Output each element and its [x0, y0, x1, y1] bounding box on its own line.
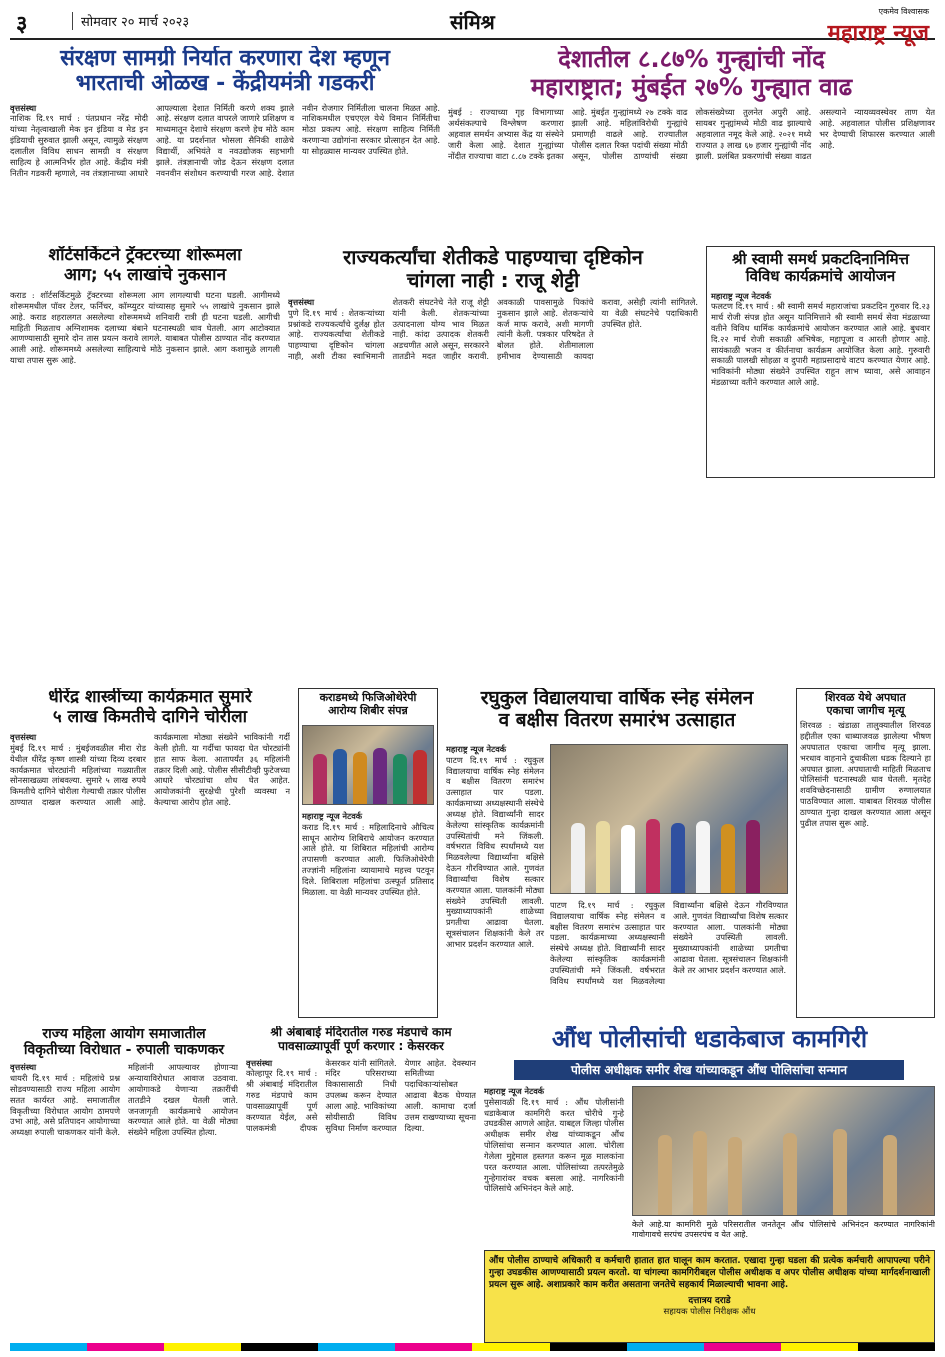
- byline: महाराष्ट्र न्यूज नेटवर्क: [446, 744, 507, 754]
- signature-title: सहायक पोलीस निरीक्षक औंध: [663, 1307, 756, 1318]
- story-physio-camp: [298, 688, 438, 1018]
- article-body: [246, 1058, 476, 1330]
- newspaper-page: [10, 6, 935, 1351]
- article-text: कराड दि.१९ मार्च : महिलादिनाचे औचित्य साधून आरोग्य शिबिराचे आयोजन करण्यात आले होते. या शिबिरात महिलांची आरोग्य तपासणी करण्यात आली. फिजिओथेरेपी तज्ज्ञांनी महिलांना व्यायामाचे महत्त्व पटवून दिले. शिबिराला महिलांचा उत्स्फूर्त प्रतिसाद मिळाला. या वेळी मान्यवर उपस्थित होते.: [302, 821, 434, 897]
- article-body-continued: पाटण दि.१९ मार्च : रघुकुल विद्यालयाचा वार्षिक स्नेह संमेलन व बक्षीस वितरण समारंभ उत्साहात पार पडला. कार्यक्रमाच्या अध्यक्षस्थानी संस्थेचे अध्यक्ष होते. विद्यार्थ्यांनी सादर केलेल्या सांस्कृतिक कार्यक्रमांनी उपस्थितांची मने जिंकली. वर्षभरात विविध स्पर्धांमध्ये यश मिळवलेल्या विद्यार्थ्यांना बक्षिसे देऊन गौरविण्यात आले. गुणवंत विद्यार्थ्यांचा विशेष सत्कार करण्यात आला. पालकांनी मोठ्या संख्येने उपस्थिती लावली. मुख्याध्यापकांनी शाळेच्या प्रगतीचा आढावा घेतला. सूत्रसंचालन शिक्षकांनी केले तर आभार प्रदर्शन करण्यात आले.: [550, 900, 788, 986]
- page-header: [10, 6, 935, 46]
- story-ambabai-temple: [246, 1026, 476, 1343]
- headline: कराडमध्ये फिजिओथेरेपी: [319, 691, 417, 704]
- highlight-notice: [484, 1250, 935, 1343]
- camp-photo: [302, 725, 434, 805]
- story-raju-shetti: [288, 246, 698, 478]
- subheadline-banner: पोलीस अधीक्षक समीर शेख यांच्याकडून औंध पोलिसांचा सन्मान: [514, 1060, 904, 1080]
- article-body: मुंबई : राज्याच्या गृह विभागाच्या अर्थसंकल्पाचे विश्लेषण करणारा अहवाल समर्थन अभ्यास केंद्र या संस्थेने जारी केला आहे. देशात गुन्ह्यांच्या नोंदीत राज्याचा वाटा ८.८७ टक्के इतका आहे. मुंबईत गुन्ह्यांमध्ये २७ टक्के वाढ झाली आहे. महिलांविरोधी गुन्ह्यांचे प्रमाणही वाढले आहे. राज्यातील पोलीस दलात रिक्त पदांची संख्या मोठी असून, पोलीस ठाण्यांची संख्या लोकसंख्येच्या तुलनेत अपुरी आहे. सायबर गुन्ह्यांमध्ये मोठी वाढ झाल्याचे अहवालात नमूद केले आहे. २०२१ मध्ये राज्यात ३ लाख ६७ हजार गुन्ह्यांची नोंद झाली. प्रलंबित प्रकरणांची संख्या वाढत असल्याने न्यायव्यवस्थेवर ताण येत आहे. अहवालात पोलीस प्रशिक्षणावर भर देण्याची शिफारस करण्यात आली आहे.: [448, 107, 935, 161]
- story-aundh-police: [484, 1026, 935, 1343]
- story-women-commission: [10, 1026, 238, 1343]
- story-raghukul-school: [446, 688, 788, 1018]
- headline: देशातील ८.८७% गुन्ह्यांची नोंद: [558, 46, 825, 73]
- headline-line-2: पावसाळ्यापूर्वी पूर्ण करणार : केसरकर: [278, 1038, 444, 1053]
- article-body: [10, 103, 440, 223]
- article-text: पाटण दि.१९ मार्च : रघुकुल विद्यालयाचा वार्षिक स्नेह संमेलन व बक्षीस वितरण समारंभ उत्साहात पार पडला. कार्यक्रमाच्या अध्यक्षस्थानी संस्थेचे अध्यक्ष होते. विद्यार्थ्यांनी सादर केलेल्या सांस्कृतिक कार्यक्रमांनी उपस्थितांची मने जिंकली. वर्षभरात विविध स्पर्धांमध्ये यश मिळवलेल्या विद्यार्थ्यांना बक्षिसे देऊन गौरविण्यात आले. गुणवंत विद्यार्थ्यांचा विशेष सत्कार करण्यात आला. पालकांनी मोठ्या संख्येने उपस्थिती लावली. मुख्याध्यापकांनी शाळेच्या प्रगतीचा आढावा घेतला. सूत्रसंचालन शिक्षकांनी केले तर आभार प्रदर्शन करण्यात आले.: [446, 754, 544, 949]
- headline: शिरवळ येथे अपघात: [825, 691, 906, 704]
- headline-line-2: विविध कार्यक्रमांचे आयोजन: [745, 267, 896, 286]
- story-gadkari: [10, 46, 440, 236]
- headline-line-2: महाराष्ट्रात; मुंबईत २७% गुन्ह्यात वाढ: [530, 72, 853, 101]
- headline-line-2: चांगला नाही : राजू शेट्टी: [406, 268, 580, 292]
- article-body: [288, 297, 698, 469]
- article-text: फलटण दि.१९ मार्च : श्री स्वामी समर्थ महाराजांचा प्रकटदिन गुरुवार दि.२३ मार्च रोजी संपन्न होत असून यानिमित्ताने श्री स्वामी समर्थ सेवा मंडळाच्या वतीने विविध धार्मिक कार्यक्रमांचे आयोजन करण्यात आले आहे. बुधवार दि.२२ मार्च रोजी सकाळी अभिषेक, महापूजा व आरती होणार आहे. सायंकाळी भजन व कीर्तनाचा कार्यक्रम आयोजित केला आहे. गुरुवारी सकाळी पालखी सोहळा व दुपारी महाप्रसादाचे वाटप करण्यात येणार आहे. भाविकांनी मोठ्या संख्येने उपस्थित राहून लाभ घ्यावा, असे आवाहन मंडळाच्या वतीने करण्यात आले आहे.: [711, 301, 930, 388]
- story-jewellery-theft: [10, 688, 290, 1018]
- headline: राज्य महिला आयोग समाजातील: [42, 1026, 206, 1042]
- headline: औंध पोलीसांची धडाकेबाज कामगिरी: [551, 1026, 868, 1053]
- byline: वृत्तसंस्था: [246, 1057, 273, 1068]
- article-body: [302, 811, 434, 1015]
- headline-line-2: ५ लाख किमतीचे दागिने चोरीला: [52, 706, 248, 727]
- article-body: [10, 732, 290, 1002]
- headline: शॉर्टसर्किटने ट्रॅक्टरच्या शोरूमला: [48, 246, 242, 265]
- notice-text: औंध पोलीस ठाण्याचे अधिकारी व कर्मचारी हातात हात घालून काम करतात. एखादा गुन्हा घडला की प्रत्येक कर्मचारी आपापल्या परीने गुन्हा उघडकीस आणण्यासाठी प्रयत्न करतो. या चांगल्या कामगिरीबद्दल पोलीस अधीक्षक व अपर पोलीस अधीक्षक यांच्या मार्गदर्शनाखाली प्रयत्न सुरू आहे. अशाप्रकारे काम करीत असताना जनतेचे सहकार्य मिळाल्याची भावना आहे.: [489, 1256, 930, 1291]
- section-title: संमिश्र: [450, 10, 495, 34]
- article-body: [711, 291, 930, 461]
- headline: संरक्षण सामग्री निर्यात करणारा देश म्हणून: [60, 46, 390, 71]
- article-text: मुंबई दि.१९ मार्च : मुंबईजवळील मीरा रोड येथील धीरेंद्र कृष्ण शास्त्री यांच्या दिव्य दरबार कार्यक्रमात चोरट्यांनी महिलांच्या गळ्यातील सोनसाखळ्या लांबवल्या. सुमारे ५ लाख रुपये किमतीचे दागिने चोरीला गेल्याची तक्रार पोलीस ठाण्यात दाखल करण्यात आली आहे. कार्यक्रमाला मोठ्या संख्येने भाविकांनी गर्दी केली होती. या गर्दीचा फायदा घेत चोरट्यांनी हात साफ केला. आतापर्यंत ३६ महिलांनी तक्रार दिली आहे. पोलीस सीसीटीव्ही फुटेजच्या आधारे चोरट्यांचा शोध घेत आहेत. आयोजकांनी सुरक्षेची पुरेशी व्यवस्था न केल्याचा आरोप होत आहे.: [10, 732, 290, 808]
- photo-caption: केले आहे.या कामगिरी मुळे परिसरातील जनतेतून औंध पोलिसांचे अभिनंदन करण्यात नागरिकांनी गावोगावचे सरपंच उपसरपंच व येत आहे.: [632, 1220, 935, 1240]
- brand-logo: [828, 6, 929, 47]
- article-body: शिरवळ : खंडाळा तालुक्यातील शिरवळ हद्दीतील एका धाब्याजवळ झालेल्या भीषण अपघातात एकाचा जागीच मृत्यू झाला. भरधाव वाहनाने दुचाकीला धडक दिल्याने हा अपघात झाला. अपघाताची माहिती मिळताच पोलिसांनी घटनास्थळी धाव घेतली. मृतदेह शवविच्छेदनासाठी ग्रामीण रुग्णालयात पाठविण्यात आला. याबाबत शिरवळ पोलीस ठाण्यात गुन्हा दाखल करण्यात आला असून पुढील तपास सुरू आहे.: [800, 720, 931, 828]
- byline: वृत्तसंस्था: [10, 732, 37, 743]
- brand-tagline: एकमेव विश्वासक: [878, 7, 929, 16]
- brand-name: महाराष्ट्र न्यूज: [827, 21, 929, 46]
- article-body: कराड : शॉर्टसर्किटमुळे ट्रॅक्टरच्या शोरूमला आग लागल्याची घटना घडली. आगीमध्ये शोरूममधील पॉवर टेलर, फर्निचर, कॉम्प्युटर यांच्यासह सुमारे ५५ लाखांचे नुकसान झाले आहे. कराड शहरालगत असलेल्या शोरूममध्ये शनिवारी रात्री ही घटना घडली. आगीची माहिती मिळताच अग्निशामक दलाच्या बंबाने घटनास्थळी धाव घेतली. आग आटोक्यात आणण्यासाठी सुमारे दोन तास प्रयत्न करावे लागले. याबाबत पोलीस ठाण्यात नोंद करण्यात आली आहे. शोरूममध्ये असलेल्या साहित्याचे मोठे नुकसान झाले. आग कशामुळे लागली याचा तपास सुरू आहे.: [10, 290, 280, 366]
- byline: महाराष्ट्र न्यूज नेटवर्क: [711, 290, 772, 301]
- headline-line-2: भारताची ओळख - केंद्रीयमंत्री गडकरी: [75, 71, 375, 97]
- byline: महाराष्ट्र न्यूज नेटवर्क: [302, 811, 363, 821]
- article-text: कोल्हापूर दि.१९ मार्च : श्री अंबाबाई मंदिरातील गरुड मंडपाचे काम पावसाळ्यापूर्वी पूर्ण करण्यात येईल, असे पालकमंत्री दीपक केसरकर यांनी सांगितले. मंदिर परिसराच्या विकासासाठी निधी उपलब्ध करून देण्यात आला आहे. भाविकांच्या सोयीसाठी विविध सुविधा निर्माण करण्यात येणार आहेत. देवस्थान समितीच्या पदाधिकाऱ्यांसोबत आढावा बैठक घेण्यात आली. कामाचा दर्जा उत्तम राखण्याच्या सूचना दिल्या.: [246, 1057, 476, 1133]
- byline: वृत्तसंस्था: [288, 297, 315, 307]
- headline-line-2: व बक्षीस वितरण समारंभ उत्साहात: [498, 708, 736, 731]
- byline: वृत्तसंस्था: [10, 1062, 37, 1073]
- school-event-photo: [550, 744, 788, 894]
- police-felicitation-photo: [632, 1086, 935, 1216]
- article-text: पुणे दि.१९ मार्च : शेतकऱ्यांच्या प्रश्नांकडे राज्यकर्त्यांचे दुर्लक्ष होत आहे. राज्यकर्त्यांचा शेतीकडे पाहण्याचा दृष्टिकोन चांगला नाही, अशी टीका स्वाभिमानी शेतकरी संघटनेचे नेते राजू शेट्टी यांनी केली. शेतकऱ्यांच्या उत्पादनाला योग्य भाव मिळत नाही. कांदा उत्पादक शेतकरी अडचणीत आले असून, सरकारने तातडीने मदत जाहीर करावी. अवकाळी पावसामुळे पिकांचे नुकसान झाले आहे. शेतकऱ्यांचे कर्ज माफ करावे, अशी मागणी त्यांनी केली. पत्रकार परिषदेत ते बोलत होते. शेतीमालाला हमीभाव देण्यासाठी कायदा करावा, असेही त्यांनी सांगितले. या वेळी संघटनेचे पदाधिकारी उपस्थित होते.: [288, 297, 698, 362]
- article-text: धायरी दि.१९ मार्च : महिलांचे प्रश्न सोडवण्यासाठी राज्य महिला आयोग सतत कार्यरत आहे. समाजातील विकृतीच्या विरोधात आयोग ठामपणे उभा आहे, असे प्रतिपादन आयोगाच्या अध्यक्षा रुपाली चाकणकर यांनी केले. महिलांनी आपल्यावर होणाऱ्या अन्यायाविरोधात आवाज उठवावा. आयोगाकडे येणाऱ्या तक्रारींची तातडीने दखल घेतली जाते. जनजागृती कार्यक्रमाचे आयोजन करण्यात आले होते. या वेळी मोठ्या संख्येने महिला उपस्थित होत्या.: [10, 1062, 238, 1138]
- story-shirwal-accident: [796, 688, 935, 1018]
- headline-line-2: आग; ५५ लाखांचे नुकसान: [63, 264, 227, 285]
- headline: धीरेंद्र शास्त्रींच्या कार्यक्रमात सुमारे: [48, 688, 252, 707]
- headline: श्री स्वामी समर्थ प्रकटदिनानिमित्त: [732, 250, 909, 268]
- headline: राज्यकर्त्यांचा शेतीकडे पाहण्याचा दृष्टिकोन: [343, 246, 643, 269]
- article-body: [446, 744, 544, 1014]
- story-crime-report: [448, 46, 935, 236]
- story-showroom-fire: [10, 246, 280, 478]
- byline: महाराष्ट्र न्यूज नेटवर्क: [484, 1086, 545, 1096]
- byline: वृत्तसंस्था: [10, 102, 37, 113]
- headline: रघुकुल विद्यालयाचा वार्षिक स्नेह संमेलन: [480, 688, 754, 709]
- headline-line-2: आरोग्य शिबीर संपन्न: [328, 703, 408, 717]
- headline: श्री अंबाबाई मंदिरातील गरुड मंडपाचे काम: [270, 1026, 452, 1039]
- signature-name: दत्तात्रय दराडे: [688, 1296, 731, 1307]
- headline-line-2: एकाचा जागीच मृत्यू: [826, 703, 905, 717]
- article-text: नाशिक दि.१९ मार्च : पंतप्रधान नरेंद्र मोदी यांच्या नेतृत्वाखाली मेक इन इंडिया व मेड इन इंडियाची सुरुवात झाली असून, त्यामुळे संरक्षण दलातील विविध साधन सामग्री व संरक्षण साहित्य हे आत्मनिर्भर होत आहे. केंद्रीय मंत्री नितीन गडकरी म्हणाले, नव तंत्रज्ञानाच्या आधारे आपल्याला देशात निर्मिती करणे शक्य झाले आहे. संरक्षण दलात वापरले जाणारे प्रशिक्षण व माध्यमातून देशाचे संरक्षण करणे हेच मोठे काम आहे. या प्रदर्शनात भोसला सैनिकी शाळेचे विद्यार्थी, अभियंते व नवउद्योजक सहभागी झाले. तंत्रज्ञानाची जोड देऊन संरक्षण दलात नवनवीन संशोधन करण्याची गरज आहे. देशात नवीन रोजगार निर्मितीला चालना मिळत आहे. नाशिकमधील एचएएल येथे विमान निर्मितीचा मोठा प्रकल्प आहे. संरक्षण साहित्य निर्मिती करणाऱ्या उद्योगांना सरकार प्रोत्साहन देत आहे. या सोहळ्यास मान्यवर उपस्थित होते.: [10, 102, 440, 178]
- color-registration-strip: [10, 1343, 935, 1351]
- article-body: [484, 1086, 624, 1246]
- page-number: ३: [16, 11, 28, 37]
- headline-line-2: विकृतीच्या विरोधात - रुपाली चाकणकर: [23, 1042, 225, 1059]
- article-text: पुसेसावळी दि.१९ मार्च : औंध पोलीसांनी धडाकेबाज कामगिरी करत चोरीचे गुन्हे उघडकीस आणले आहेत. याबद्दल जिल्हा पोलीस अधीक्षक समीर शेख यांच्याकडून औंध पोलिसांचा सन्मान करण्यात आला. चोरीला गेलेला मुद्देमाल हस्तगत करून मूळ मालकांना परत करण्यात आला. पोलिसांच्या तत्परतेमुळे गुन्हेगारांवर वचक बसला आहे. नागरिकांनी पोलिसांचे अभिनंदन केले आहे.: [484, 1096, 624, 1194]
- issue-date: सोमवार २० मार्च २०२३: [72, 12, 189, 30]
- story-swami-samarth: [706, 246, 935, 478]
- article-body: [10, 1062, 238, 1330]
